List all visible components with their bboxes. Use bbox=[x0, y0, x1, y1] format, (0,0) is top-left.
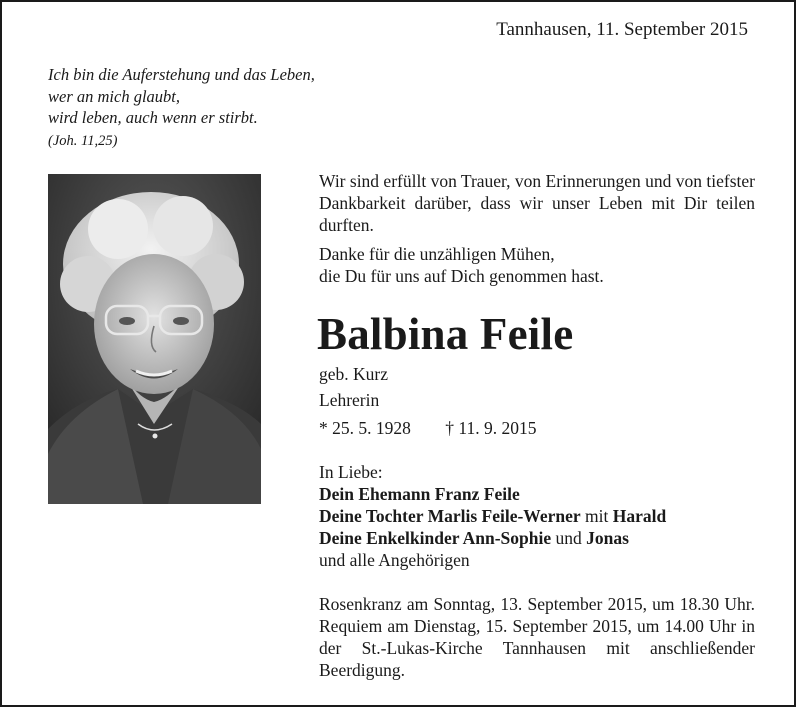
mourner-grandchild-b: Jonas bbox=[586, 528, 629, 548]
mourner-daughter-partner: Harald bbox=[612, 506, 667, 526]
verse-line: wird leben, auch wenn er stirbt. bbox=[48, 108, 258, 127]
mourner-grandchild-a: Deine Enkelkinder Ann-Sophie bbox=[319, 528, 552, 548]
portrait-photo bbox=[48, 174, 261, 504]
birth-name: geb. Kurz bbox=[319, 364, 389, 384]
thanks-line: die Du für uns auf Dich genommen hast. bbox=[319, 266, 604, 286]
mourner-grandchildren-row bbox=[319, 527, 755, 549]
birth-date: * 25. 5. 1928 bbox=[319, 418, 411, 438]
verse-line: wer an mich glaubt, bbox=[48, 86, 180, 106]
main-text-column bbox=[319, 170, 755, 681]
verse-reference: (Joh. 11,25) bbox=[48, 133, 118, 149]
intro-paragraph: Wir sind erfüllt von Trauer, von Erinnerungen und von tiefster Dankbarkeit darüber, dass wir unser Leben mit Dir teilen durften. bbox=[319, 171, 756, 235]
bible-verse bbox=[48, 64, 315, 129]
connector-and: und bbox=[551, 528, 587, 548]
life-dates bbox=[319, 417, 755, 439]
verse-line: Ich bin die Auferstehung und das Leben, bbox=[48, 65, 315, 84]
mourners-list bbox=[319, 461, 755, 571]
mourner-relatives: und alle Angehörigen bbox=[319, 550, 470, 570]
mourners-intro: In Liebe: bbox=[319, 462, 383, 482]
mourner-daughter-row bbox=[319, 505, 755, 527]
deceased-name: Balbina Feile bbox=[317, 309, 574, 359]
portrait-illustration bbox=[48, 174, 261, 504]
thanks-paragraph bbox=[319, 243, 755, 287]
place-date: Tannhausen, 11. September 2015 bbox=[496, 19, 748, 40]
thanks-line: Danke für die unzähligen Mühen, bbox=[319, 244, 555, 264]
mourner-daughter: Deine Tochter Marlis Feile-Werner bbox=[319, 506, 581, 526]
death-date: † 11. 9. 2015 bbox=[445, 418, 537, 438]
connector-with: mit bbox=[580, 506, 613, 526]
mourner-husband: Dein Ehemann Franz Feile bbox=[319, 484, 520, 504]
service-notice: Rosenkranz am Sonntag, 13. September 2015, um 18.30 Uhr. Requiem am Dienstag, 15. September 2015, um 14.00 Uhr in der St.-Lukas-Kirche Tannhausen mit anschließender Beerdigung. bbox=[319, 594, 755, 680]
profession: Lehrerin bbox=[319, 390, 380, 410]
